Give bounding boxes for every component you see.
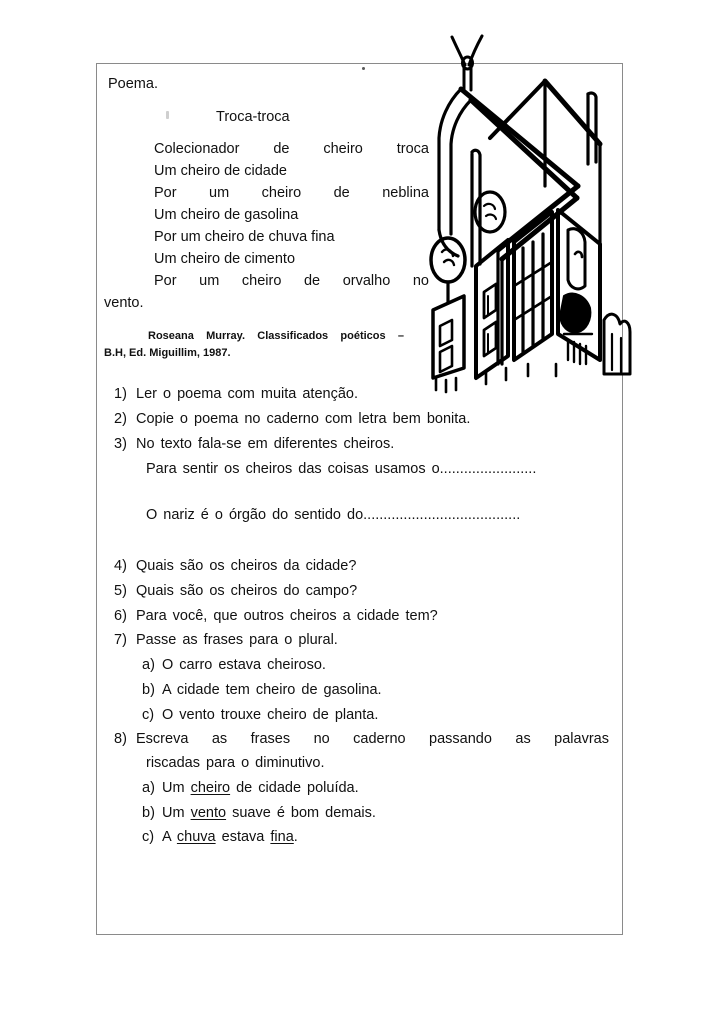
exercise-item-8-continuation: riscadas para o diminutivo.: [146, 755, 325, 772]
underlined-word: chuva: [176, 829, 216, 846]
item-number: 7): [114, 632, 127, 649]
item-letter: a): [142, 657, 155, 674]
item-text: O carro estava cheiroso.: [162, 657, 326, 674]
underlined-word: fina: [270, 829, 294, 846]
item-text: A cidade tem cheiro de gasolina.: [162, 681, 382, 698]
credit-line-1: Roseana Murray. Classificados poéticos –: [148, 330, 404, 343]
item-text: Copie o poema no caderno com letra bem bonita.: [136, 411, 471, 428]
poem-body: [104, 138, 429, 314]
exercise-item-7a: [104, 655, 609, 677]
item-text: Escreva as frases no caderno passando as palavras: [136, 731, 609, 748]
item-text: O vento trouxe cheiro de planta.: [162, 706, 379, 723]
fill-in-blank-line-2[interactable]: O nariz é o órgão do sentido do.......................................: [146, 507, 521, 524]
poem-line-wrap: vento.: [104, 295, 144, 312]
exercise-item-8a: [104, 778, 609, 800]
poem-line: Um cheiro de gasolina: [154, 207, 299, 224]
poem-credit: [104, 328, 404, 362]
spacer: [104, 530, 609, 556]
item-number: 5): [114, 582, 127, 599]
exercise-item-2: [104, 409, 609, 431]
item-text: Para você, que outros cheiros a cidade tem?: [136, 607, 438, 624]
item-text: Passe as frases para o plural.: [136, 632, 338, 649]
item-text: [162, 778, 609, 800]
credit-line-2: B.H, Ed. Miguillim, 1987.: [104, 347, 231, 360]
exercise-item-7c: [104, 705, 609, 727]
item-letter: a): [142, 779, 155, 796]
poem-line: Um cheiro de cimento: [154, 251, 296, 268]
item-text: Ler o poema com muita atenção.: [136, 386, 358, 403]
text-pre: Um: [162, 779, 191, 796]
poem-title: [104, 109, 609, 125]
item-letter: c): [142, 829, 155, 846]
exercise-item-1: [104, 384, 609, 406]
exercise-list: [104, 384, 609, 849]
item-number: 2): [114, 411, 127, 428]
text-post: .: [293, 829, 298, 846]
item-number: 4): [114, 558, 127, 575]
exercise-item-7b: [104, 680, 609, 702]
exercise-item-5: [104, 581, 609, 603]
scan-speck-icon: [166, 111, 169, 119]
item-number: 8): [114, 731, 127, 748]
text-post: suave é bom demais.: [226, 804, 376, 821]
text-mid: estava: [215, 829, 271, 846]
item-letter: c): [142, 706, 155, 723]
poem-title-text: Troca-troca: [216, 109, 290, 126]
underlined-word: cheiro: [190, 779, 231, 796]
text-post: de cidade poluída.: [230, 779, 359, 796]
exercise-item-8b: [104, 803, 609, 825]
item-text: Quais são os cheiros do campo?: [136, 582, 358, 599]
item-text: [162, 827, 609, 849]
text-pre: Um: [162, 804, 191, 821]
exercise-item-8: [104, 729, 609, 751]
fill-in-blank-line-1[interactable]: Para sentir os cheiros das coisas usamos o........................: [146, 460, 537, 477]
item-text: No texto fala-se em diferentes cheiros.: [136, 435, 395, 452]
item-number: 1): [114, 386, 127, 403]
spacer: [104, 483, 609, 505]
poem-line: Por um cheiro de chuva fina: [154, 229, 335, 246]
item-number: 3): [114, 435, 127, 452]
poema-label: Poema.: [108, 76, 158, 92]
poem-line: Por um cheiro de neblina: [154, 185, 429, 202]
exercise-item-3: [104, 434, 609, 456]
underlined-word: vento: [190, 804, 227, 821]
exercise-item-7: [104, 630, 609, 652]
item-number: 6): [114, 607, 127, 624]
worksheet-content: [96, 63, 623, 935]
item-text: Quais são os cheiros da cidade?: [136, 558, 357, 575]
poem-line: Por um cheiro de orvalho no: [154, 273, 429, 290]
item-text: [162, 803, 609, 825]
item-letter: b): [142, 804, 155, 821]
exercise-item-4: [104, 556, 609, 578]
exercise-item-6: [104, 606, 609, 628]
item-letter: b): [142, 681, 155, 698]
exercise-item-8c: [104, 827, 609, 849]
scan-dot-icon: [362, 67, 365, 70]
text-pre: A: [162, 829, 177, 846]
poem-line: Colecionador de cheiro troca: [154, 141, 429, 158]
poem-line: Um cheiro de cidade: [154, 163, 287, 180]
